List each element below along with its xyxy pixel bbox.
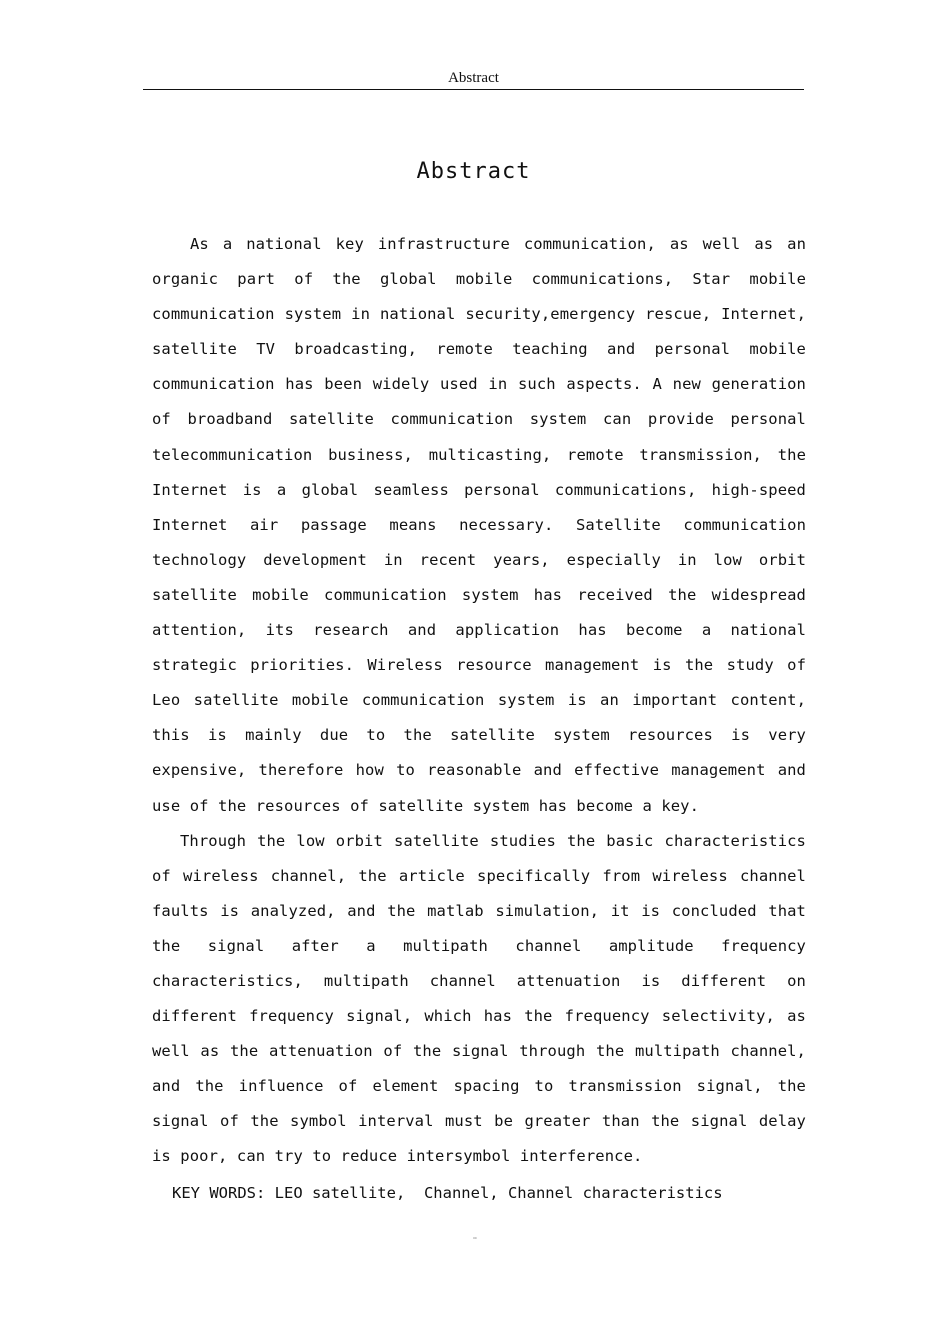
abstract-body: [152, 227, 806, 1175]
page-title: Abstract: [416, 159, 531, 184]
header-rule: [143, 89, 804, 90]
keywords-line: KEY WORDS: LEO satellite, Channel, Channel characteristics: [172, 1184, 723, 1202]
running-header: Abstract: [448, 70, 499, 86]
abstract-paragraph-1: As a national key infrastructure communication, as well as an organic part of the global mobile communications, Star mobile communication system in national security,emergency rescue, Internet, satellite TV broadcasting, remote teaching and personal mobile communication has been widely used in such aspects. A new generation of broadband satellite communication system can provide personal telecommunication business, multicasting, remote transmission, the Internet is a global seamless personal communications, high-speed Internet air passage means necessary. Satellite communication technology development in recent years, especially in low orbit satellite mobile communication system has received the widespread attention, its research and application has become a national strategic priorities. Wireless resource management is the study of Leo satellite mobile communication system is an important content, this is mainly due to the satellite system resources is very expensive, therefore how to reasonable and effective management and use of the resources of satellite system has become a key.: [152, 235, 806, 815]
abstract-paragraph-2: Through the low orbit satellite studies the basic characteristics of wireless channel, the article specifically from wireless channel faults is analyzed, and the matlab simulation, it is concluded that the signal after a multipath channel amplitude frequency characteristics, multipath channel attenuation is different on different frequency signal, which has the frequency selectivity, as well as the attenuation of the signal through the multipath channel, and the influence of element spacing to transmission signal, the signal of the symbol interval must be greater than the signal delay is poor, can try to reduce intersymbol interference.: [152, 831, 806, 1166]
page-number: ¨: [473, 1235, 477, 1247]
